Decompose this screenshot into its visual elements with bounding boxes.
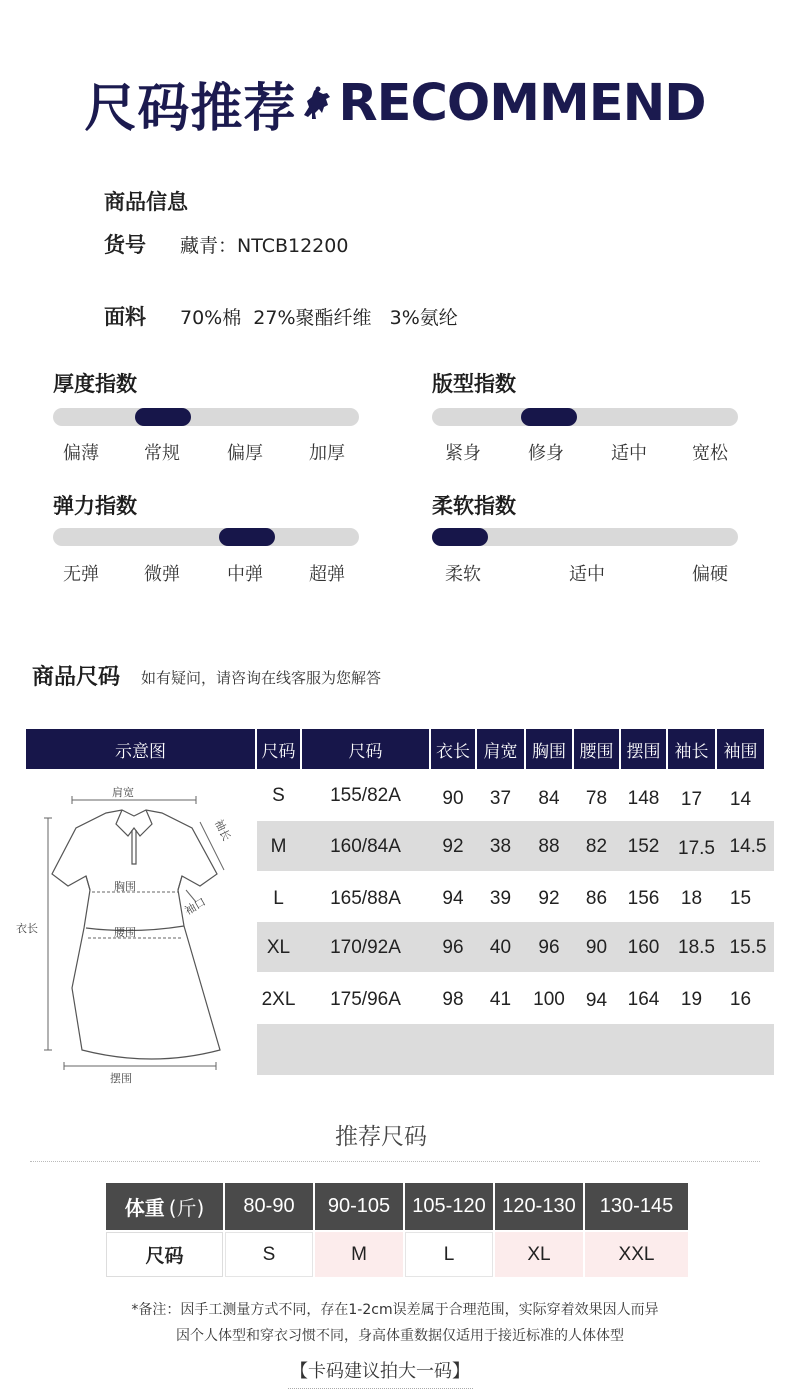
- recommended-size: XL: [495, 1232, 583, 1277]
- elasticity-index-marker: [219, 528, 275, 546]
- table-cell: 18.5: [678, 937, 715, 958]
- size-section-title: 商品尺码: [32, 665, 121, 690]
- table-cell: 2XL: [261, 989, 296, 1010]
- thickness-index-title: 厚度指数: [53, 372, 137, 396]
- note-line-2: 因个人体型和穿衣习惯不同，身高体重数据仅适用于接近标准的人体体型: [176, 1328, 624, 1344]
- table-cell: 100: [533, 989, 565, 1010]
- softness-label: 偏硬: [692, 564, 728, 585]
- fit-label: 宽松: [692, 443, 728, 464]
- diagram-label-hem: 摆围: [110, 1072, 132, 1085]
- weight-unit: (斤): [168, 1196, 205, 1220]
- table-cell: L: [273, 888, 284, 909]
- size-table-header: 肩宽: [477, 729, 524, 769]
- table-cell: 14: [729, 789, 752, 810]
- fit-index-track: [432, 408, 738, 426]
- title-en: RECOMMEND: [338, 74, 706, 133]
- size-table-header: 尺码: [257, 729, 300, 769]
- note-line-1: *备注：因手工测量方式不同，存在1-2cm误差属于合理范围，实际穿着效果因人而异: [131, 1302, 659, 1318]
- diagram-label-waist: 腰围: [114, 926, 136, 939]
- weight-header: [106, 1183, 223, 1230]
- table-cell: 15.5: [729, 937, 767, 958]
- table-cell: 94: [585, 990, 608, 1011]
- divider: [30, 1161, 760, 1162]
- table-cell: 92: [442, 836, 464, 857]
- softness-label: 柔软: [445, 564, 481, 585]
- table-cell: 41: [489, 989, 512, 1010]
- size-row-label: 尺码: [106, 1232, 223, 1277]
- table-cell: 17.5: [678, 838, 715, 859]
- recommend-title: 推荐尺码: [335, 1124, 427, 1150]
- table-cell: 152: [627, 836, 660, 857]
- table-cell: 148: [627, 788, 660, 809]
- weight-range: 80-90: [225, 1183, 313, 1230]
- fit-label: 适中: [611, 443, 647, 464]
- table-cell: 84: [538, 788, 560, 809]
- table-cell: 16: [729, 989, 752, 1010]
- item-no-value: 藏青：NTCB12200: [180, 235, 349, 257]
- table-cell: 86: [585, 888, 608, 909]
- diagram-label-cuff: 袖口: [182, 895, 209, 918]
- thickness-label: 加厚: [309, 443, 345, 464]
- table-cell: 155/82A: [330, 785, 401, 806]
- table-cell: 98: [442, 989, 464, 1010]
- table-cell: 90: [442, 788, 464, 809]
- table-row-stripe: [257, 1024, 774, 1075]
- elasticity-label: 微弹: [144, 564, 180, 585]
- table-cell: 164: [627, 989, 660, 1010]
- table-cell: 94: [442, 888, 464, 909]
- weight-range: 120-130: [495, 1183, 583, 1230]
- product-info-heading: 商品信息: [104, 190, 188, 214]
- table-cell: 92: [538, 888, 560, 909]
- table-cell: 37: [489, 788, 512, 809]
- table-cell: 14.5: [729, 836, 767, 857]
- table-cell: 38: [489, 836, 512, 857]
- page-title: [0, 66, 790, 141]
- fit-index-title: 版型指数: [432, 372, 516, 396]
- table-cell: XL: [266, 937, 291, 958]
- size-table-header: 摆围: [621, 729, 666, 769]
- fabric-value: 70%棉 27%聚酯纤维 3%氨纶: [180, 307, 458, 329]
- table-cell: 175/96A: [330, 989, 401, 1010]
- size-table-header: 胸围: [526, 729, 572, 769]
- table-cell: 160/84A: [330, 836, 401, 857]
- size-table-header: 衣长: [431, 729, 475, 769]
- table-cell: 17: [680, 789, 703, 810]
- footer-divider: [288, 1388, 473, 1389]
- thickness-label: 偏薄: [63, 443, 99, 464]
- diagram-label-shoulder: 肩宽: [112, 786, 134, 799]
- table-cell: 165/88A: [330, 888, 401, 909]
- fit-label: 修身: [528, 443, 564, 464]
- weight-range: 130-145: [585, 1183, 688, 1230]
- title-cn: 尺码推荐: [84, 79, 297, 139]
- table-cell: 82: [585, 836, 608, 857]
- table-cell: 96: [538, 937, 560, 958]
- size-table-header: 腰围: [574, 729, 619, 769]
- table-cell: 156: [627, 888, 660, 909]
- table-cell: 18: [680, 888, 703, 909]
- fit-label: 紧身: [445, 443, 481, 464]
- softness-label: 适中: [569, 564, 605, 585]
- table-cell: 19: [680, 989, 703, 1010]
- softness-index-track: [432, 528, 738, 546]
- table-cell: 40: [489, 937, 512, 958]
- recommended-size: L: [405, 1232, 493, 1277]
- elasticity-index-track: [53, 528, 359, 546]
- table-cell: 160: [627, 937, 660, 958]
- elasticity-label: 超弹: [309, 564, 345, 585]
- table-cell: 39: [489, 888, 512, 909]
- thickness-index-track: [53, 408, 359, 426]
- table-cell: 170/92A: [330, 937, 401, 958]
- weight-range: 105-120: [405, 1183, 493, 1230]
- elasticity-label: 中弹: [227, 564, 263, 585]
- footer-note: 【卡码建议拍大一码】: [290, 1361, 470, 1382]
- table-cell: M: [270, 836, 287, 857]
- recommended-size: XXL: [585, 1232, 688, 1277]
- weight-range: 90-105: [315, 1183, 403, 1230]
- size-table-header: 袖长: [668, 729, 715, 769]
- item-no-label: 货号: [104, 233, 146, 257]
- thickness-label: 偏厚: [227, 443, 263, 464]
- dress-diagram: [12, 778, 252, 1088]
- recommended-size: S: [225, 1232, 313, 1277]
- size-table-header: 袖围: [717, 729, 764, 769]
- fabric-label: 面料: [104, 305, 146, 329]
- table-cell: 78: [585, 788, 608, 809]
- elasticity-label: 无弹: [63, 564, 99, 585]
- thickness-index-marker: [135, 408, 191, 426]
- table-cell: 90: [585, 937, 608, 958]
- size-table-header: 示意图: [26, 729, 255, 769]
- diagram-label-chest: 胸围: [114, 880, 136, 893]
- table-cell: S: [272, 785, 285, 806]
- elasticity-index-title: 弹力指数: [53, 494, 137, 518]
- table-cell: 15: [729, 888, 752, 909]
- size-table-header: 尺码: [302, 729, 429, 769]
- thickness-label: 常规: [144, 443, 180, 464]
- fit-index-marker: [521, 408, 577, 426]
- table-cell: 88: [538, 836, 560, 857]
- weight-label: 体重: [124, 1196, 165, 1220]
- softness-index-title: 柔软指数: [432, 494, 516, 518]
- table-cell: 96: [442, 937, 464, 958]
- diagram-label-sleeve-length: 袖长: [211, 817, 234, 843]
- softness-index-marker: [432, 528, 488, 546]
- recommended-size: M: [315, 1232, 403, 1277]
- size-section-subtitle: 如有疑问，请咨询在线客服为您解答: [141, 669, 382, 687]
- diagram-label-length: 衣长: [16, 922, 38, 935]
- horse-rider-logo-icon: [300, 85, 334, 123]
